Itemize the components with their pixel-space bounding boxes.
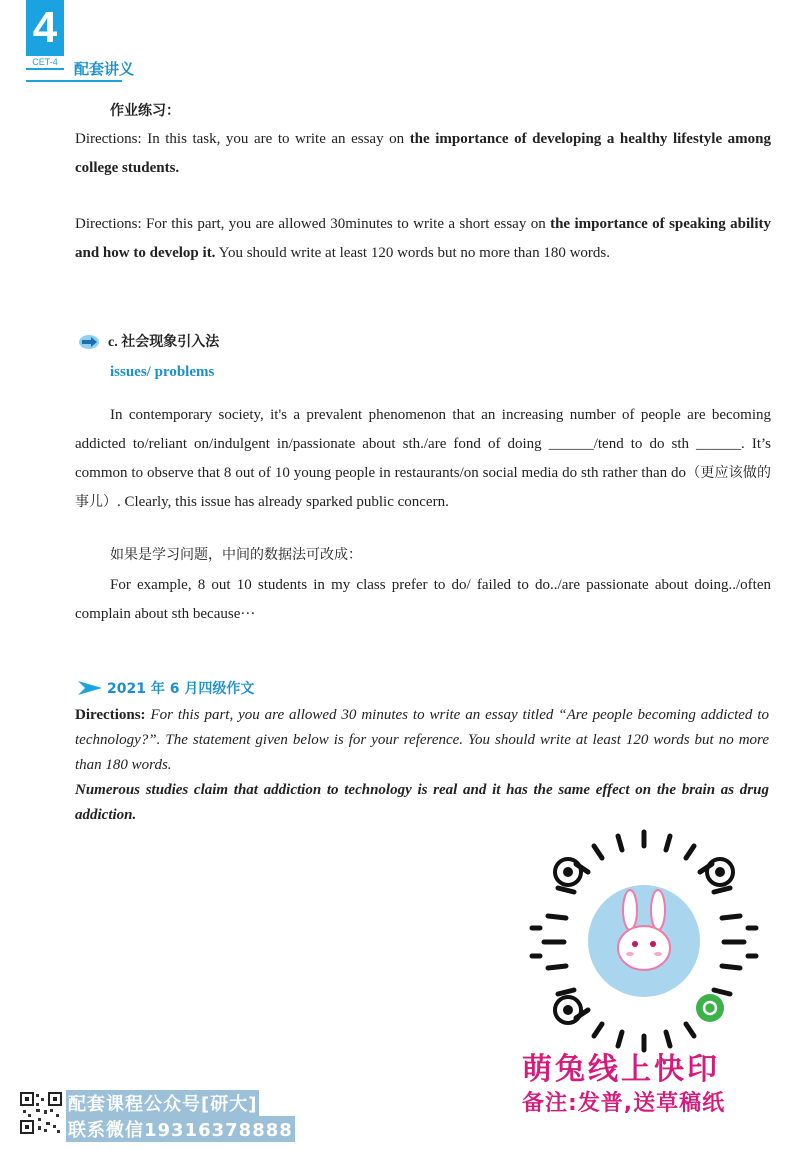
unit-subtitle: CET-4: [26, 56, 64, 68]
directions-2-tail: You should write at least 120 words but no more than 180 words.: [215, 245, 610, 261]
promo-note: 备注:发普,送草稿纸: [522, 1091, 726, 1116]
method-c-para-part2: . Clearly, this issue has already sparked public concern.: [117, 494, 449, 510]
directions-1-topic: the importance of developing a healthy lifestyle among college students.: [75, 131, 771, 176]
issues-subheading: issues/ problems: [110, 364, 215, 380]
exam-statement: Numerous studies claim that addiction to technology is real and it has the same effect on the brain as drug addiction.: [75, 782, 769, 823]
homework-directions-1: [75, 125, 771, 183]
exam-directions: [75, 703, 769, 828]
method-c-paragraph: [75, 401, 771, 517]
study-note: 如果是学习问题，中间的数据法可改成：: [110, 547, 362, 563]
method-c-para-part1: In contemporary society, it's a prevalent phenomenon that an increasing number of people are becoming addicted to/reliant on/indulgent in/passionate about sth./are fond of doing ______/tend to do sth ______. It’s common to observe that 8 out of 10 young people in restaurants/on social media do sth rather than do: [75, 407, 771, 481]
method-c-title: 社会现象引入法: [121, 334, 220, 350]
method-c-heading: [108, 331, 219, 351]
directions-2-lead: Directions: For this part, you are allowed 30minutes to write a short essay on: [75, 216, 551, 232]
unit-badge: [26, 0, 64, 70]
homework-label: 作业练习：: [110, 103, 180, 119]
homework-directions-2: [75, 210, 771, 268]
pointer-hand-icon: [78, 334, 100, 350]
promo-print-service: 萌兔线上快印: [522, 1052, 720, 1087]
header-divider: [26, 80, 122, 82]
unit-number: 4: [32, 3, 58, 52]
footer-official-account: 配套课程公众号[研大]: [66, 1090, 259, 1116]
exam-heading: 2021 年 6 月四级作文: [107, 681, 255, 697]
footer-wechat-contact: 联系微信19316378888: [66, 1116, 295, 1142]
study-paragraph: For example, 8 out 10 students in my class prefer to do/ failed to do../are passionate about doing../often complain about sth because···: [75, 577, 771, 622]
exam-directions-label: Directions:: [75, 707, 146, 723]
small-qr-code[interactable]: [20, 1092, 62, 1134]
directions-1-lead: Directions: In this task, you are to write an essay on: [75, 131, 410, 147]
method-c-letter: c.: [108, 335, 118, 350]
method-c-para-cn: （更应该做的事儿）: [75, 465, 771, 510]
mini-program-qr-code[interactable]: [518, 828, 770, 1054]
directions-2-topic: the importance of speaking ability and how to develop it.: [75, 216, 771, 261]
exam-directions-text: For this part, you are allowed 30 minutes to write an essay titled “Are people becoming addicted to technology?”. The statement given below is for your reference. You should write at least 120 words but no more than 180 words.: [75, 707, 769, 773]
arrow-right-icon: [77, 680, 103, 696]
section-title: 配套讲义: [74, 60, 135, 78]
